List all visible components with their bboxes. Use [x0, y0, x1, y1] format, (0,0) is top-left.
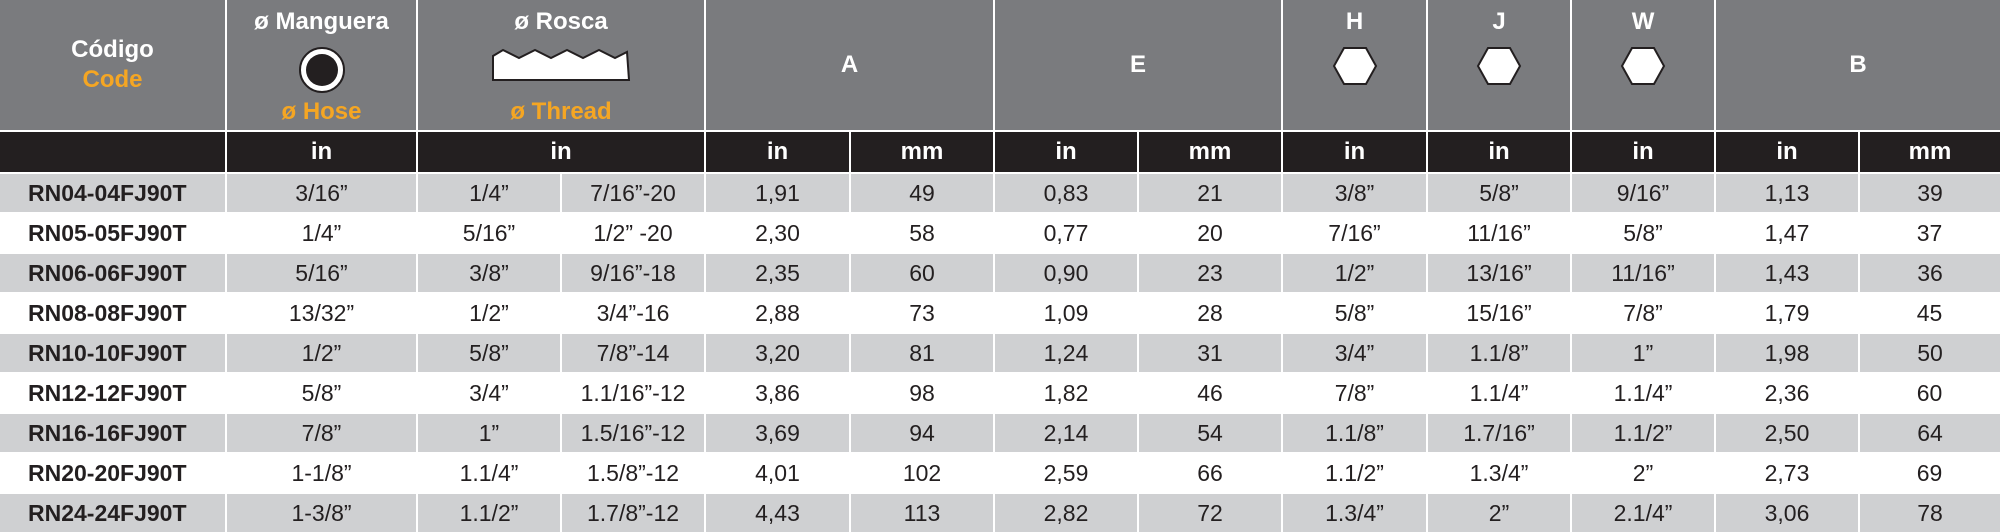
code-header — [0, 0, 226, 130]
hose-header-en: ø Hose — [281, 98, 362, 125]
b-in-cell: 1,79 — [1715, 293, 1859, 333]
table-row — [0, 453, 2000, 493]
unit-a-in: in — [705, 132, 850, 173]
code-cell: RN05-05FJ90T — [0, 213, 226, 253]
e-mm-cell: 54 — [1138, 413, 1282, 453]
h-cell: 1.1/8” — [1282, 413, 1427, 453]
b-in-cell: 1,47 — [1715, 213, 1859, 253]
hose-cell: 13/32” — [226, 293, 417, 333]
b-mm-cell: 60 — [1859, 373, 2000, 413]
thread-size-cell: 1.1/16”-12 — [561, 373, 705, 413]
thread-nominal-cell: 3/4” — [417, 373, 561, 413]
w-header-label: W — [1631, 8, 1655, 35]
w-cell: 2.1/4” — [1571, 493, 1715, 532]
unit-b-mm: mm — [1859, 132, 2000, 173]
unit-w-in: in — [1571, 132, 1715, 173]
w-cell: 1” — [1571, 333, 1715, 373]
code-cell: RN10-10FJ90T — [0, 333, 226, 373]
b-mm-cell: 45 — [1859, 293, 2000, 333]
header-row — [0, 0, 2000, 130]
code-cell: RN04-04FJ90T — [0, 173, 226, 213]
a-in-cell: 4,01 — [705, 453, 850, 493]
table-row — [0, 253, 2000, 293]
e-header: E — [994, 0, 1282, 130]
w-cell: 11/16” — [1571, 253, 1715, 293]
thread-nominal-cell: 3/8” — [417, 253, 561, 293]
table-row — [0, 413, 2000, 453]
j-header — [1427, 0, 1571, 130]
w-cell: 1.1/2” — [1571, 413, 1715, 453]
h-cell: 7/8” — [1282, 373, 1427, 413]
j-cell: 11/16” — [1427, 213, 1571, 253]
code-cell: RN06-06FJ90T — [0, 253, 226, 293]
table-row — [0, 373, 2000, 413]
b-in-cell: 1,13 — [1715, 173, 1859, 213]
hose-cell: 1/4” — [226, 213, 417, 253]
e-in-cell: 2,14 — [994, 413, 1138, 453]
a-in-cell: 2,30 — [705, 213, 850, 253]
h-cell: 1.3/4” — [1282, 493, 1427, 532]
w-cell: 5/8” — [1571, 213, 1715, 253]
b-mm-cell: 37 — [1859, 213, 2000, 253]
h-cell: 3/4” — [1282, 333, 1427, 373]
h-cell: 7/16” — [1282, 213, 1427, 253]
e-in-cell: 2,82 — [994, 493, 1138, 532]
thread-nominal-cell: 1.1/4” — [417, 453, 561, 493]
thread-header-pt: ø Rosca — [514, 8, 608, 35]
unit-row — [0, 132, 2000, 173]
a-in-cell: 4,43 — [705, 493, 850, 532]
a-in-cell: 1,91 — [705, 173, 850, 213]
unit-thread-in: in — [417, 132, 705, 173]
thread-size-cell: 1.5/16”-12 — [561, 413, 705, 453]
h-header — [1282, 0, 1427, 130]
code-cell: RN16-16FJ90T — [0, 413, 226, 453]
a-mm-cell: 102 — [850, 453, 994, 493]
w-cell: 1.1/4” — [1571, 373, 1715, 413]
j-cell: 1.7/16” — [1427, 413, 1571, 453]
e-mm-cell: 46 — [1138, 373, 1282, 413]
code-cell: RN20-20FJ90T — [0, 453, 226, 493]
hose-cell: 7/8” — [226, 413, 417, 453]
e-mm-cell: 21 — [1138, 173, 1282, 213]
a-in-cell: 2,88 — [705, 293, 850, 333]
w-cell: 7/8” — [1571, 293, 1715, 333]
hose-header — [226, 0, 417, 130]
j-cell: 1.3/4” — [1427, 453, 1571, 493]
thread-nominal-cell: 1/2” — [417, 293, 561, 333]
code-cell: RN08-08FJ90T — [0, 293, 226, 333]
b-in-cell: 2,36 — [1715, 373, 1859, 413]
thread-size-cell: 3/4”-16 — [561, 293, 705, 333]
b-mm-cell: 50 — [1859, 333, 2000, 373]
a-mm-cell: 60 — [850, 253, 994, 293]
h-cell: 3/8” — [1282, 173, 1427, 213]
table-row — [0, 173, 2000, 213]
j-header-label: J — [1492, 8, 1506, 35]
e-in-cell: 2,59 — [994, 453, 1138, 493]
h-header-label: H — [1345, 8, 1364, 35]
h-cell: 1.1/2” — [1282, 453, 1427, 493]
a-in-cell: 3,20 — [705, 333, 850, 373]
b-in-cell: 1,43 — [1715, 253, 1859, 293]
code-cell: RN24-24FJ90T — [0, 493, 226, 532]
e-in-cell: 1,82 — [994, 373, 1138, 413]
e-in-cell: 0,77 — [994, 213, 1138, 253]
b-in-cell: 1,98 — [1715, 333, 1859, 373]
b-mm-cell: 39 — [1859, 173, 2000, 213]
b-in-cell: 2,73 — [1715, 453, 1859, 493]
a-mm-cell: 58 — [850, 213, 994, 253]
w-cell: 9/16” — [1571, 173, 1715, 213]
code-header-en: Code — [82, 66, 143, 93]
e-mm-cell: 72 — [1138, 493, 1282, 532]
thread-nominal-cell: 1/4” — [417, 173, 561, 213]
j-cell: 15/16” — [1427, 293, 1571, 333]
thread-size-cell: 9/16”-18 — [561, 253, 705, 293]
unit-blank — [0, 132, 226, 173]
table-row — [0, 493, 2000, 532]
thread-size-cell: 7/16”-20 — [561, 173, 705, 213]
thread-profile-icon — [418, 46, 704, 82]
table-row — [0, 213, 2000, 253]
j-cell: 5/8” — [1427, 173, 1571, 213]
j-cell: 1.1/4” — [1427, 373, 1571, 413]
b-mm-cell: 36 — [1859, 253, 2000, 293]
thread-size-cell: 1.7/8”-12 — [561, 493, 705, 532]
thread-header-en: ø Thread — [510, 98, 612, 125]
a-mm-cell: 98 — [850, 373, 994, 413]
hexagon-icon — [1428, 46, 1570, 86]
a-mm-cell: 94 — [850, 413, 994, 453]
w-cell: 2” — [1571, 453, 1715, 493]
thread-nominal-cell: 5/16” — [417, 213, 561, 253]
thread-size-cell: 7/8”-14 — [561, 333, 705, 373]
b-mm-cell: 78 — [1859, 493, 2000, 532]
hexagon-icon — [1283, 46, 1426, 86]
b-mm-cell: 69 — [1859, 453, 2000, 493]
hexagon-icon — [1572, 46, 1714, 86]
unit-a-mm: mm — [850, 132, 994, 173]
table-row — [0, 293, 2000, 333]
unit-j-in: in — [1427, 132, 1571, 173]
b-in-cell: 3,06 — [1715, 493, 1859, 532]
unit-b-in: in — [1715, 132, 1859, 173]
e-mm-cell: 66 — [1138, 453, 1282, 493]
b-header: B — [1715, 0, 2000, 130]
thread-size-cell: 1/2” -20 — [561, 213, 705, 253]
thread-nominal-cell: 5/8” — [417, 333, 561, 373]
a-mm-cell: 113 — [850, 493, 994, 532]
e-mm-cell: 31 — [1138, 333, 1282, 373]
e-mm-cell: 28 — [1138, 293, 1282, 333]
w-header — [1571, 0, 1715, 130]
unit-e-in: in — [994, 132, 1138, 173]
thread-size-cell: 1.5/8”-12 — [561, 453, 705, 493]
a-mm-cell: 73 — [850, 293, 994, 333]
unit-hose-in: in — [226, 132, 417, 173]
hose-cell: 1-3/8” — [226, 493, 417, 532]
hose-cell: 1-1/8” — [226, 453, 417, 493]
h-cell: 5/8” — [1282, 293, 1427, 333]
unit-e-mm: mm — [1138, 132, 1282, 173]
thread-nominal-cell: 1” — [417, 413, 561, 453]
thread-header — [417, 0, 705, 130]
a-mm-cell: 81 — [850, 333, 994, 373]
e-in-cell: 1,09 — [994, 293, 1138, 333]
hose-cell: 3/16” — [226, 173, 417, 213]
hose-cell: 1/2” — [226, 333, 417, 373]
code-cell: RN12-12FJ90T — [0, 373, 226, 413]
a-in-cell: 2,35 — [705, 253, 850, 293]
a-header: A — [705, 0, 994, 130]
b-mm-cell: 64 — [1859, 413, 2000, 453]
hose-header-pt: ø Manguera — [254, 8, 389, 35]
e-mm-cell: 23 — [1138, 253, 1282, 293]
e-in-cell: 0,83 — [994, 173, 1138, 213]
j-cell: 1.1/8” — [1427, 333, 1571, 373]
unit-h-in: in — [1282, 132, 1427, 173]
hose-cell: 5/16” — [226, 253, 417, 293]
a-in-cell: 3,86 — [705, 373, 850, 413]
code-header-pt: Código — [71, 36, 154, 63]
e-in-cell: 0,90 — [994, 253, 1138, 293]
h-cell: 1/2” — [1282, 253, 1427, 293]
j-cell: 13/16” — [1427, 253, 1571, 293]
e-mm-cell: 20 — [1138, 213, 1282, 253]
hose-section-icon — [227, 46, 416, 94]
a-in-cell: 3,69 — [705, 413, 850, 453]
b-in-cell: 2,50 — [1715, 413, 1859, 453]
a-mm-cell: 49 — [850, 173, 994, 213]
e-in-cell: 1,24 — [994, 333, 1138, 373]
thread-nominal-cell: 1.1/2” — [417, 493, 561, 532]
hose-cell: 5/8” — [226, 373, 417, 413]
table-row — [0, 333, 2000, 373]
j-cell: 2” — [1427, 493, 1571, 532]
